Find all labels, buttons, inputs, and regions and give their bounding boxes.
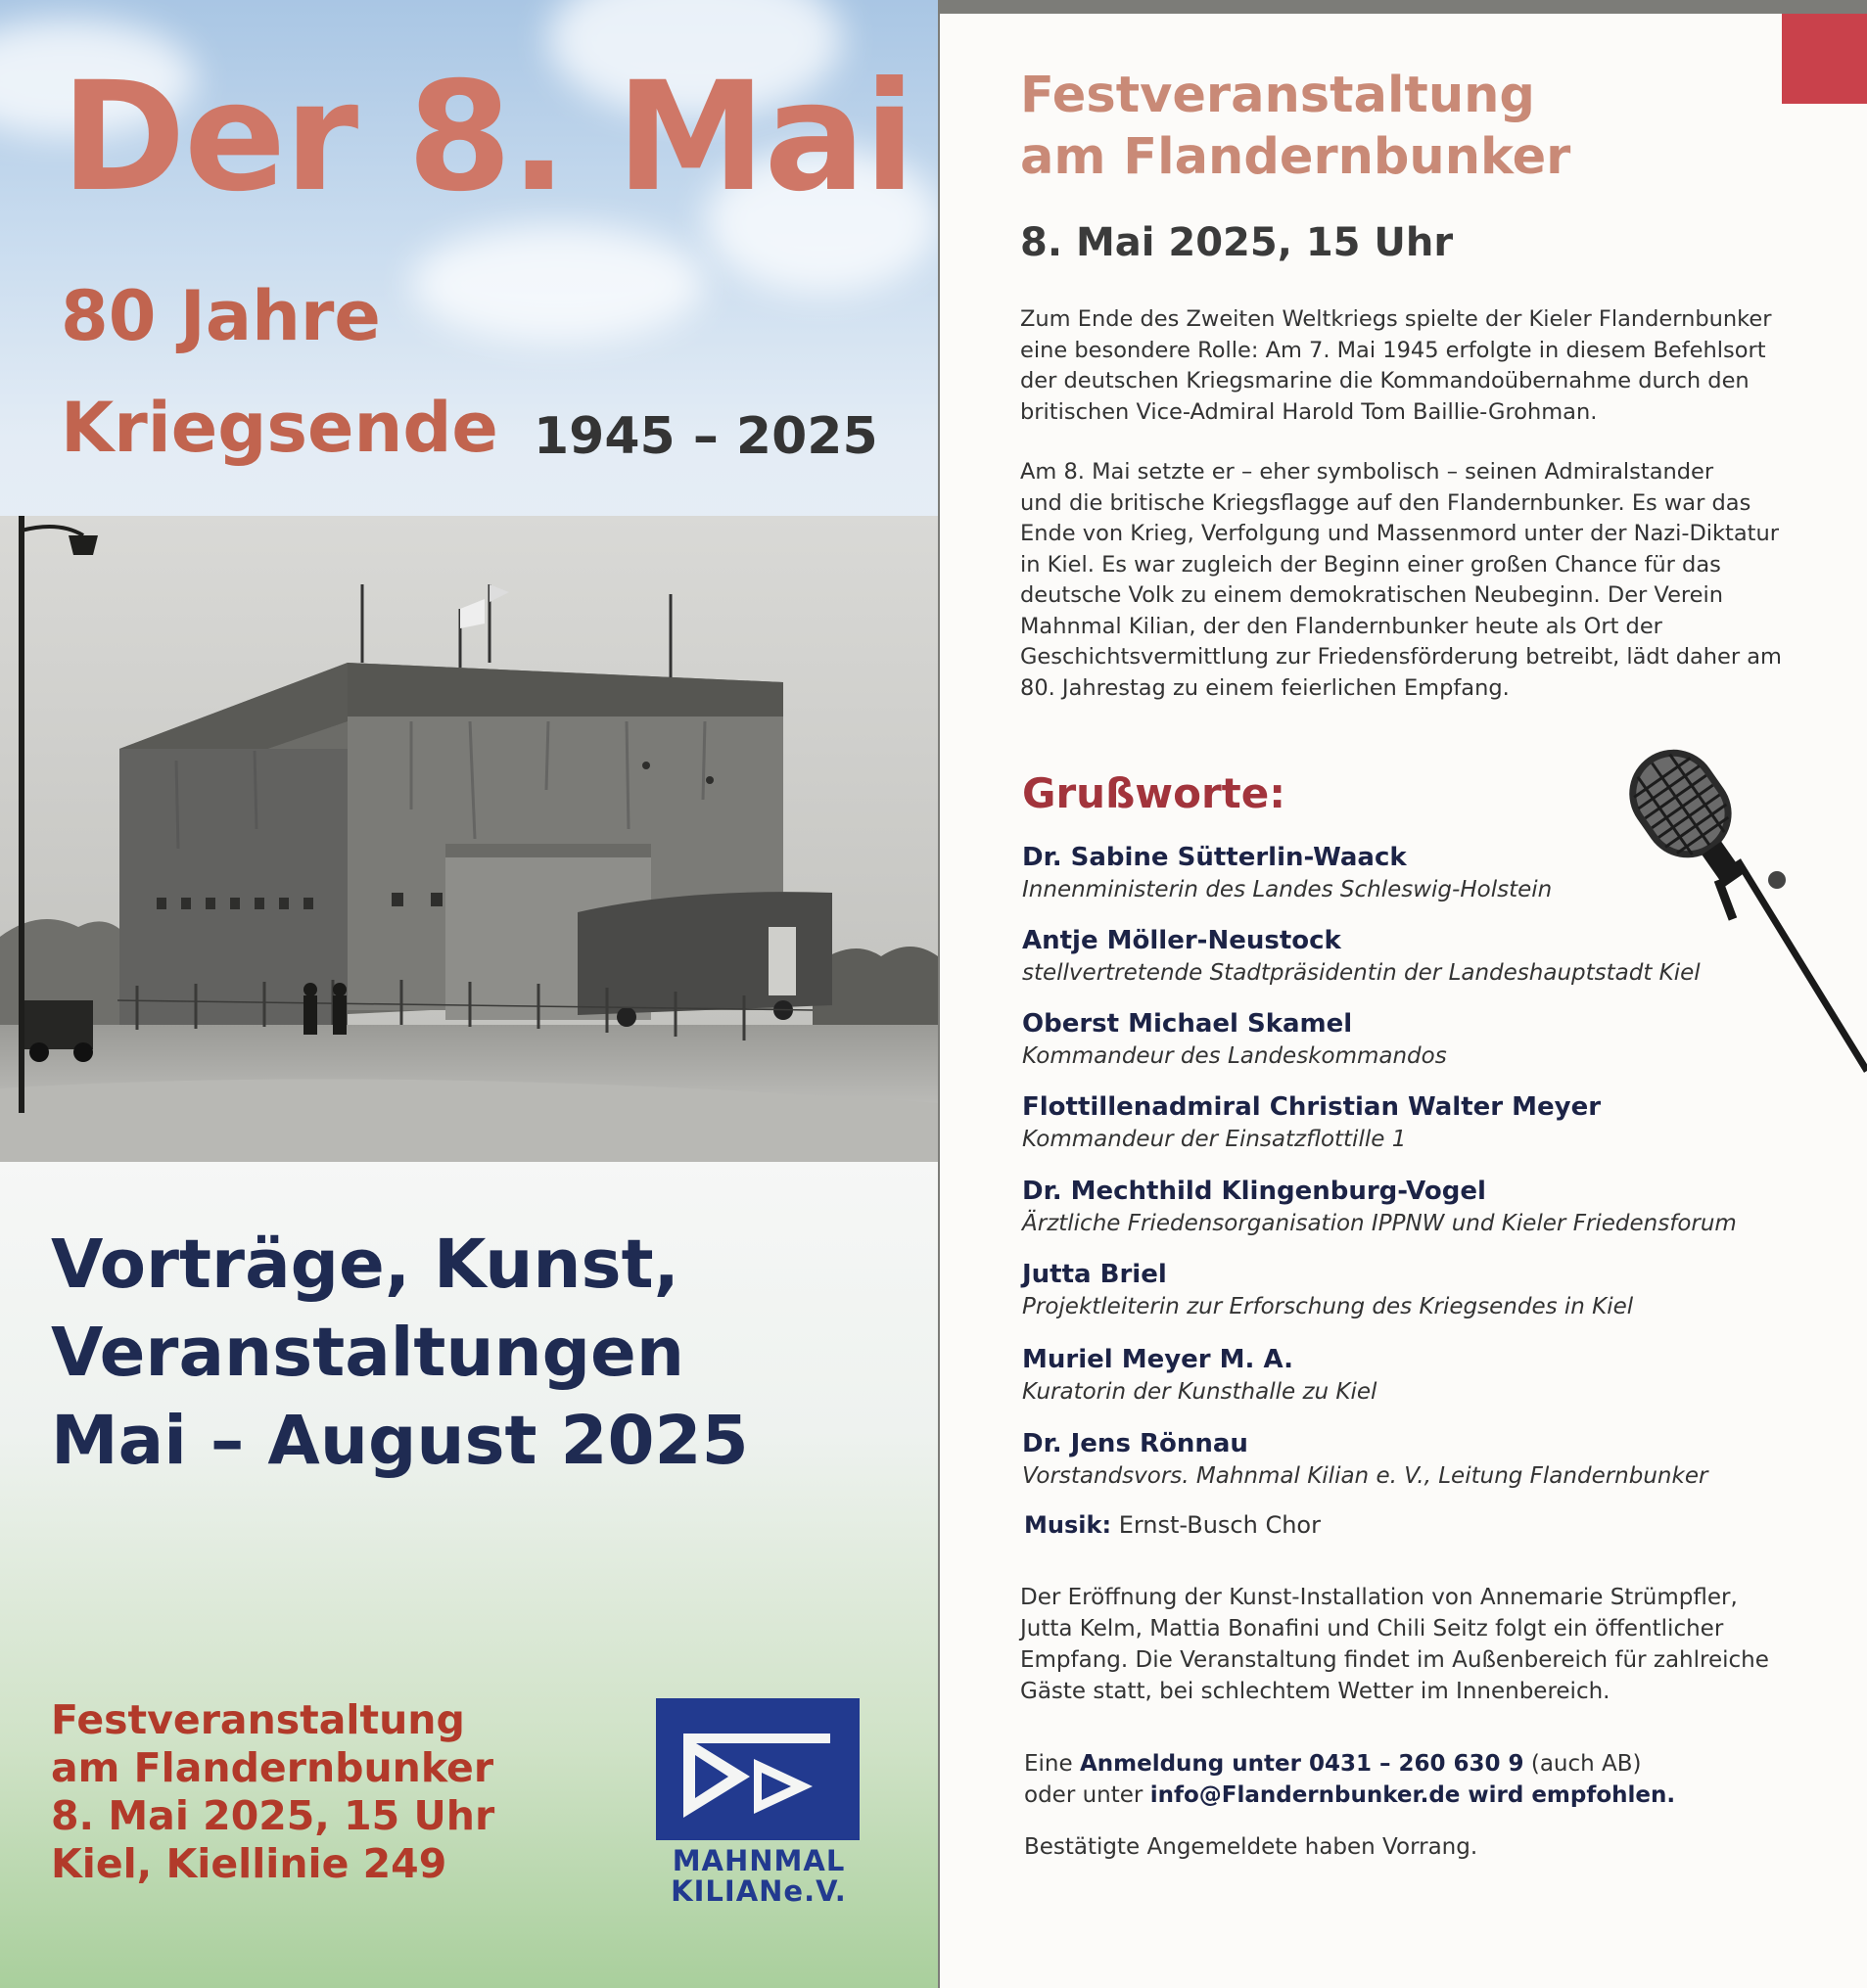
history-paragraph bbox=[1020, 457, 1843, 704]
registration-suffix: (auch AB) bbox=[1530, 1751, 1642, 1777]
main-title: Der 8. Mai bbox=[61, 50, 914, 225]
headline-line: Veranstaltungen bbox=[51, 1314, 684, 1392]
logo-line: KILIANe.V. bbox=[671, 1874, 847, 1908]
speaker-name: Dr. Mechthild Klingenburg-Vogel bbox=[1022, 1177, 1486, 1206]
speaker-role: Kommandeur der Einsatzflottille 1 bbox=[1022, 1127, 1407, 1152]
speaker-entry bbox=[1022, 1343, 1377, 1408]
speaker-role: Kuratorin der Kunsthalle zu Kiel bbox=[1022, 1379, 1377, 1405]
speaker-entry bbox=[1022, 1175, 1737, 1239]
speaker-name: Jutta Briel bbox=[1022, 1260, 1167, 1289]
registration-prefix2: oder unter bbox=[1024, 1782, 1144, 1808]
event-title bbox=[1020, 65, 1570, 188]
speaker-name: Oberst Michael Skamel bbox=[1022, 1009, 1353, 1039]
speaker-role: Ärztliche Friedensorganisation IPPNW und Kieler Friedensforum bbox=[1022, 1211, 1737, 1236]
headline-line: Mai – August 2025 bbox=[51, 1402, 749, 1480]
registration-line bbox=[1024, 1748, 1675, 1780]
registration-prefix: Eine bbox=[1024, 1751, 1073, 1777]
speaker-entry bbox=[1022, 1090, 1601, 1155]
event-title-line: Festveranstaltung bbox=[1020, 67, 1535, 124]
speaker-role: Innenministerin des Landes Schleswig-Holstein bbox=[1022, 877, 1553, 902]
text-line: in Kiel. Es war zugleich der Beginn einer großen Chance für das bbox=[1020, 551, 1721, 578]
text-line: Gäste statt, bei schlechtem Wetter im Innenbereich. bbox=[1020, 1679, 1610, 1704]
text-line: deutsche Volk zu einem demokratischen Neubeginn. Der Verein bbox=[1020, 582, 1724, 608]
speaker-role: stellvertretende Stadtpräsidentin der Landeshauptstadt Kiel bbox=[1022, 960, 1701, 986]
text-line: Am 8. Mai setzte er – eher symbolisch – seinen Admiralstander bbox=[1020, 459, 1714, 485]
text-line: Mahnmal Kilian, der den Flandernbunker heute als Ort der bbox=[1020, 613, 1662, 639]
event-title-line: am Flandernbunker bbox=[1020, 128, 1571, 186]
speaker-name: Flottillenadmiral Christian Walter Meyer bbox=[1022, 1092, 1602, 1122]
program-headline bbox=[51, 1221, 749, 1485]
logo-wordmark bbox=[656, 1846, 862, 1907]
event-line: am Flandernbunker bbox=[51, 1744, 494, 1791]
speaker-entry bbox=[1022, 1258, 1633, 1322]
music-label: Musik: bbox=[1024, 1511, 1112, 1539]
text-line: und die britische Kriegsflagge auf den Flandernbunker. Es war das bbox=[1020, 489, 1751, 516]
music-value: Ernst-Busch Chor bbox=[1118, 1511, 1321, 1539]
headline-line: Vorträge, Kunst, bbox=[51, 1225, 679, 1304]
subtitle-war-end: Kriegsende bbox=[61, 388, 498, 468]
logo-line: MAHNMAL bbox=[672, 1844, 846, 1877]
text-line: Der Eröffnung der Kunst-Installation von Annemarie Strümpfler, bbox=[1020, 1585, 1738, 1610]
event-info-front bbox=[51, 1696, 494, 1888]
speaker-name: Antje Möller-Neustock bbox=[1022, 926, 1341, 955]
event-line: Festveranstaltung bbox=[51, 1696, 465, 1743]
speaker-entry bbox=[1022, 1427, 1707, 1492]
confirmation-note: Bestätigte Angemeldete haben Vorrang. bbox=[1024, 1834, 1478, 1860]
registration-line bbox=[1024, 1780, 1675, 1811]
text-line: Geschichtsvermittlung zur Friedensförderung betreibt, lädt daher am bbox=[1020, 644, 1782, 670]
text-line: eine besondere Rolle: Am 7. Mai 1945 erfolgte in diesem Befehlsort bbox=[1020, 337, 1766, 363]
cloud-decoration bbox=[411, 225, 705, 343]
subtitle-anniversary: 80 Jahre bbox=[61, 276, 381, 356]
speaker-entry bbox=[1022, 1007, 1447, 1072]
event-line: 8. Mai 2025, 15 Uhr bbox=[51, 1792, 495, 1839]
year-range: 1945 – 2025 bbox=[534, 407, 878, 466]
historic-bunker-photo bbox=[0, 516, 938, 1162]
registration-email: info@Flandernbunker.de wird empfohlen. bbox=[1149, 1782, 1676, 1808]
microphone-icon bbox=[1591, 733, 1867, 1076]
text-line: Zum Ende des Zweiten Weltkriegs spielte der Kieler Flandernbunker bbox=[1020, 306, 1772, 332]
speaker-entry bbox=[1022, 841, 1552, 905]
music-info bbox=[1024, 1513, 1321, 1537]
bunker-photo-illustration bbox=[0, 516, 938, 1162]
event-date: 8. Mai 2025, 15 Uhr bbox=[1020, 220, 1454, 265]
flyer-back-panel bbox=[940, 14, 1867, 1988]
speaker-name: Muriel Meyer M. A. bbox=[1022, 1345, 1293, 1374]
event-line: Kiel, Kiellinie 249 bbox=[51, 1840, 447, 1887]
speaker-role: Vorstandsvors. Mahnmal Kilian e. V., Leitung Flandernbunker bbox=[1022, 1463, 1708, 1489]
text-line: Ende von Krieg, Verfolgung und Massenmord unter der Nazi-Diktatur bbox=[1020, 521, 1779, 546]
text-line: Empfang. Die Veranstaltung findet im Außenbereich für zahlreiche bbox=[1020, 1647, 1769, 1673]
speaker-role: Kommandeur des Landeskommandos bbox=[1022, 1043, 1447, 1069]
text-line: britischen Vice-Admiral Harold Tom Baillie-Grohman. bbox=[1020, 398, 1598, 425]
speaker-name: Dr. Sabine Sütterlin-Waack bbox=[1022, 843, 1407, 872]
text-line: Jutta Kelm, Mattia Bonafini und Chili Seitz folgt ein öffentlicher bbox=[1020, 1616, 1724, 1641]
registration-phone: Anmeldung unter 0431 – 260 630 9 bbox=[1079, 1751, 1524, 1777]
greetings-heading: Grußworte: bbox=[1022, 769, 1286, 817]
speaker-role: Projektleiterin zur Erforschung des Kriegsendes in Kiel bbox=[1022, 1294, 1634, 1319]
speaker-name: Dr. Jens Rönnau bbox=[1022, 1429, 1248, 1458]
corner-accent bbox=[1782, 14, 1867, 104]
registration-info bbox=[1024, 1748, 1675, 1811]
intro-paragraph bbox=[1020, 304, 1843, 428]
text-line: der deutschen Kriegsmarine die Kommandoübernahme durch den bbox=[1020, 368, 1750, 393]
installation-paragraph bbox=[1020, 1582, 1843, 1707]
text-line: 80. Jahrestag zu einem feierlichen Empfang. bbox=[1020, 674, 1510, 701]
